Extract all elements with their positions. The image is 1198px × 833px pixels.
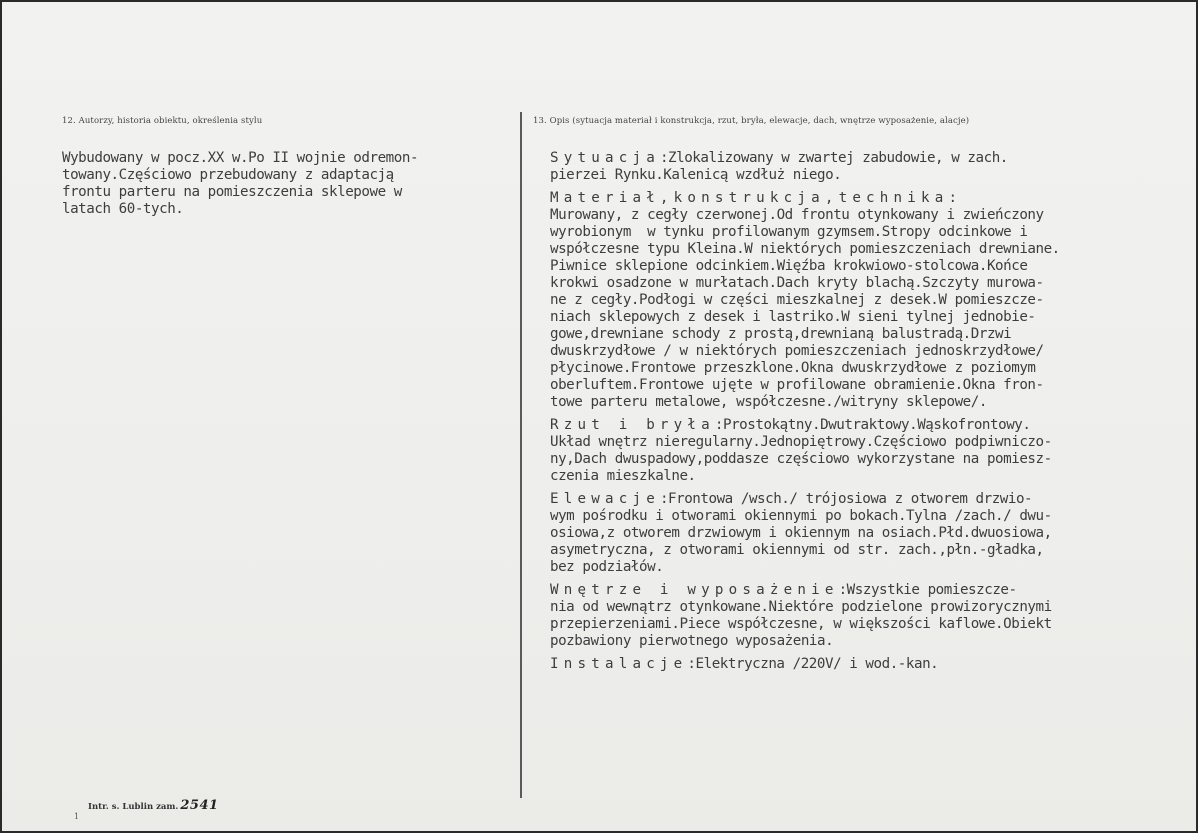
text-line: ne z cegły.Podłogi w części mieszkalnej z desek.W pomieszcze- — [550, 292, 1044, 308]
text-line: Wybudowany w pocz.XX w.Po II wojnie odremon- — [62, 150, 419, 166]
section-sytuacja — [550, 150, 1190, 184]
section-heading: Elewacje — [550, 491, 660, 507]
text-line: oberluftem.Frontowe ujęte w profilowane obramienie.Okna fron- — [550, 377, 1044, 393]
text-line: wyrobionym w tynku profilowanym gzymsem.Stropy odcinkowe i — [550, 224, 1028, 240]
text-line: wym pośrodku i otworami okiennymi po bokach.Tylna /zach./ dwu- — [550, 508, 1052, 524]
text-line: latach 60-tych. — [62, 201, 184, 217]
text-line: czenia mieszkalne. — [550, 468, 696, 484]
text-line: : — [948, 190, 957, 206]
text-line: ny,Dach dwuspadowy,poddasze częściowo wykorzystane na pomiesz- — [550, 451, 1052, 467]
text-line: pierzei Rynku.Kalenicą wzdłuż niego. — [550, 167, 842, 183]
left-column-header: 12. Autorzy, historia obiektu, określenia stylu — [62, 116, 263, 126]
print-footer — [88, 798, 219, 813]
text-line: przepierzeniami.Piece współczesne, w większości kaflowe.Obiekt — [550, 616, 1052, 632]
section-heading: Instalacje — [550, 656, 688, 672]
text-line: :Zlokalizowany w zwartej zabudowie, w zach. — [659, 150, 1008, 166]
text-line: współczesne typu Kleina.W niektórych pomieszczeniach drewniane. — [550, 241, 1060, 257]
text-line: dwuskrzydłowe / w niektórych pomieszczeniach jednoskrzydłowe/ — [550, 343, 1044, 359]
section-wnetrze — [550, 582, 1190, 650]
text-line: :Wszystkie pomieszcze- — [838, 582, 1017, 598]
text-line: :Prostokątny.Dwutraktowy.Wąskofrontowy. — [714, 417, 1031, 433]
order-number: 2541 — [180, 798, 219, 813]
footer-label: Intr. s. Lublin zam. — [88, 802, 179, 812]
section-heading: Rzut i bryła — [550, 417, 715, 433]
section-elewacje — [550, 491, 1190, 576]
text-line: Murowany, z cegły czerwonej.Od frontu otynkowany i zwieńczony — [550, 207, 1044, 223]
section-material — [550, 190, 1190, 411]
text-line: frontu parteru na pomieszczenia sklepowe w — [62, 184, 402, 200]
authors-history-text — [62, 150, 514, 218]
section-instalacje — [550, 656, 1190, 673]
text-line: nia od wewnątrz otynkowane.Niektóre podzielone prowizorycznymi — [550, 599, 1052, 615]
section-heading: Sytuacja — [550, 150, 660, 166]
section-rzut-bryla — [550, 417, 1190, 485]
text-line: pozbawiony pierwotnego wyposażenia. — [550, 633, 834, 649]
column-divider — [520, 112, 522, 798]
text-line: osiowa,z otworem drzwiowym i okiennym na osiach.Płd.dwuosiowa, — [550, 525, 1052, 541]
text-line: :Frontowa /wsch./ trójosiowa z otworem drzwio- — [659, 491, 1033, 507]
corner-mark: 1 — [74, 812, 80, 821]
text-line: gowe,drewniane schody z prostą,drewnianą balustradą.Drzwi — [550, 326, 1012, 342]
text-line: towany.Częściowo przebudowany z adaptacją — [62, 167, 394, 183]
text-line: bez podziałów. — [550, 559, 664, 575]
text-line: Piwnice sklepione odcinkiem.Więźba krokwiowo-stolcowa.Końce — [550, 258, 1028, 274]
section-heading: Materiał,konstrukcja,technika — [550, 190, 949, 206]
right-column-header: 13. Opis (sytuacja materiał i konstrukcja, rzut, bryła, elewacje, dach, wnętrze wyposażenie, alacje) — [533, 116, 970, 126]
text-line: niach sklepowych z desek i lastriko.W sieni tylnej jednobie- — [550, 309, 1036, 325]
text-line: krokwi osadzone w murłatach.Dach kryty blachą.Szczyty murowa- — [550, 275, 1044, 291]
description-text — [550, 150, 1190, 679]
text-line: Układ wnętrz nieregularny.Jednopiętrowy.Częściowo podpiwniczo- — [550, 434, 1052, 450]
text-line: asymetryczna, z otworami okiennymi od str. zach.,płn.-gładka, — [550, 542, 1044, 558]
section-heading: Wnętrze i wyposażenie — [550, 582, 839, 598]
text-line: :Elektryczna /220V/ i wod.-kan. — [687, 656, 939, 672]
text-line: płycinowe.Frontowe przeszklone.Okna dwuskrzydłowe z poziomym — [550, 360, 1036, 376]
text-line: towe parteru metalowe, współczesne./witryny sklepowe/. — [550, 394, 987, 410]
